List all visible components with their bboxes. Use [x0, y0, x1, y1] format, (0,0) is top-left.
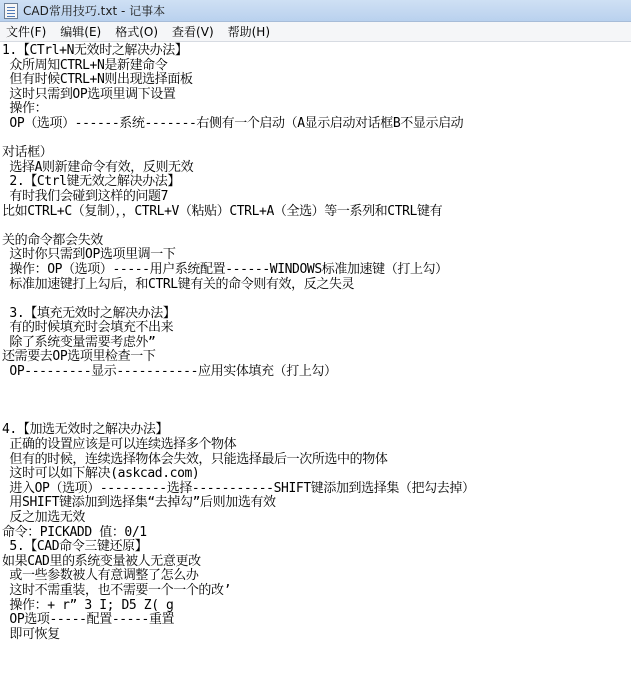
text-line[interactable]: 命令：PICKADD 值：0/1 — [2, 524, 147, 540]
text-line[interactable]: 这时你只需到OP选项里调一下 — [2, 247, 176, 263]
text-line[interactable]: 众所周知CTRL+N是新建命令 — [2, 57, 168, 73]
text-line[interactable]: 4.【加选无效时之解决办法】 — [2, 422, 169, 438]
text-line[interactable] — [2, 219, 631, 234]
text-line[interactable]: 1.【CTrl+N无效时之解决办法】 — [2, 43, 188, 58]
text-line[interactable]: 3.【填充无效时之解决办法】 — [2, 305, 176, 321]
text-line[interactable]: 用SHIFT键添加到选择集“去掉勾”后则加选有效 — [2, 495, 276, 511]
text-line[interactable]: 即可恢复 — [2, 626, 60, 642]
text-line[interactable]: 如果CAD里的系统变量被人无意更改 — [2, 553, 201, 569]
text-line[interactable]: 反之加选无效 — [2, 510, 86, 525]
text-line[interactable]: 操作：+ r” 3 I; D5 Z( g — [2, 597, 174, 613]
menu-view[interactable]: 查看(V) — [172, 24, 214, 39]
menu-edit[interactable]: 编辑(E) — [60, 24, 102, 39]
text-line[interactable] — [2, 380, 631, 395]
menu-bar — [0, 22, 631, 42]
text-line[interactable]: 5.【CAD命令三键还原】 — [2, 539, 148, 555]
text-line[interactable] — [2, 132, 631, 147]
text-line[interactable]: 这时只需到OP选项里调下设置 — [2, 86, 176, 102]
text-line[interactable] — [2, 394, 631, 409]
text-editor-area[interactable] — [0, 42, 631, 674]
document-text[interactable] — [0, 42, 631, 642]
menu-file[interactable]: 文件(F) — [6, 24, 47, 39]
text-line[interactable]: 比如CTRL+C（复制），，CTRL+V（粘贴）CTRL+A（全选）等一系列和CTRL键有 — [2, 203, 443, 219]
window-title: CAD常用技巧.txt - 记事本 — [23, 3, 166, 18]
text-line[interactable]: 正确的设置应该是可以连续选择多个物体 — [2, 437, 237, 453]
title-bar[interactable] — [0, 0, 631, 22]
text-line[interactable]: 操作： — [2, 101, 48, 117]
text-line[interactable]: 对话框） — [2, 145, 53, 161]
text-line[interactable]: 标准加速键打上勾后，和CTRL键有关的命令则有效，反之失灵 — [2, 276, 355, 292]
text-line[interactable]: 2.【Ctrl键无效之解决办法】 — [2, 174, 180, 190]
text-line[interactable]: 除了系统变量需要考虑外” — [2, 334, 156, 350]
notepad-icon[interactable] — [4, 3, 18, 19]
text-line[interactable]: 关的命令都会失效 — [2, 232, 103, 248]
text-line[interactable]: 这时可以如下解决(askcad.com) — [2, 466, 200, 482]
menu-help[interactable]: 帮助(H) — [227, 24, 271, 39]
text-line[interactable]: 进入OP（选项）---------选择-----------SHIFT键添加到选择集（把勾去掉） — [2, 480, 475, 496]
text-line[interactable]: 或一些参数被人有意调整了怎么办 — [2, 568, 199, 584]
text-line[interactable]: 有时我们会碰到这样的问题7 — [2, 188, 169, 204]
text-line[interactable]: OP选项-----配置-----重置 — [2, 612, 175, 628]
text-line[interactable] — [2, 292, 631, 307]
text-line[interactable]: 操作：OP（选项）-----用户系统配置------WINDOWS标准加速键（打上勾） — [2, 261, 448, 277]
text-line[interactable]: 但有的时候，连续选择物体会失效，只能选择最后一次所选中的物体 — [2, 451, 388, 467]
text-line[interactable]: OP---------显示-----------应用实体填充（打上勾） — [2, 364, 337, 380]
text-line[interactable]: 还需要去OP选项里检查一下 — [2, 349, 156, 365]
text-line[interactable]: 这时不需重装，也不需要一个一个的改’ — [2, 582, 232, 598]
text-line[interactable]: OP（选项）------系统-------右侧有一个启动（A显示启动对话框B不显示启动 — [2, 115, 464, 131]
text-line[interactable]: 但有时候CTRL+N则出现选择面板 — [2, 72, 193, 88]
text-line[interactable]: 有的时候填充时会填充不出来 — [2, 320, 174, 336]
menu-format[interactable]: 格式(O) — [115, 24, 159, 39]
text-line[interactable]: 选择A则新建命令有效，反则无效 — [2, 159, 194, 175]
